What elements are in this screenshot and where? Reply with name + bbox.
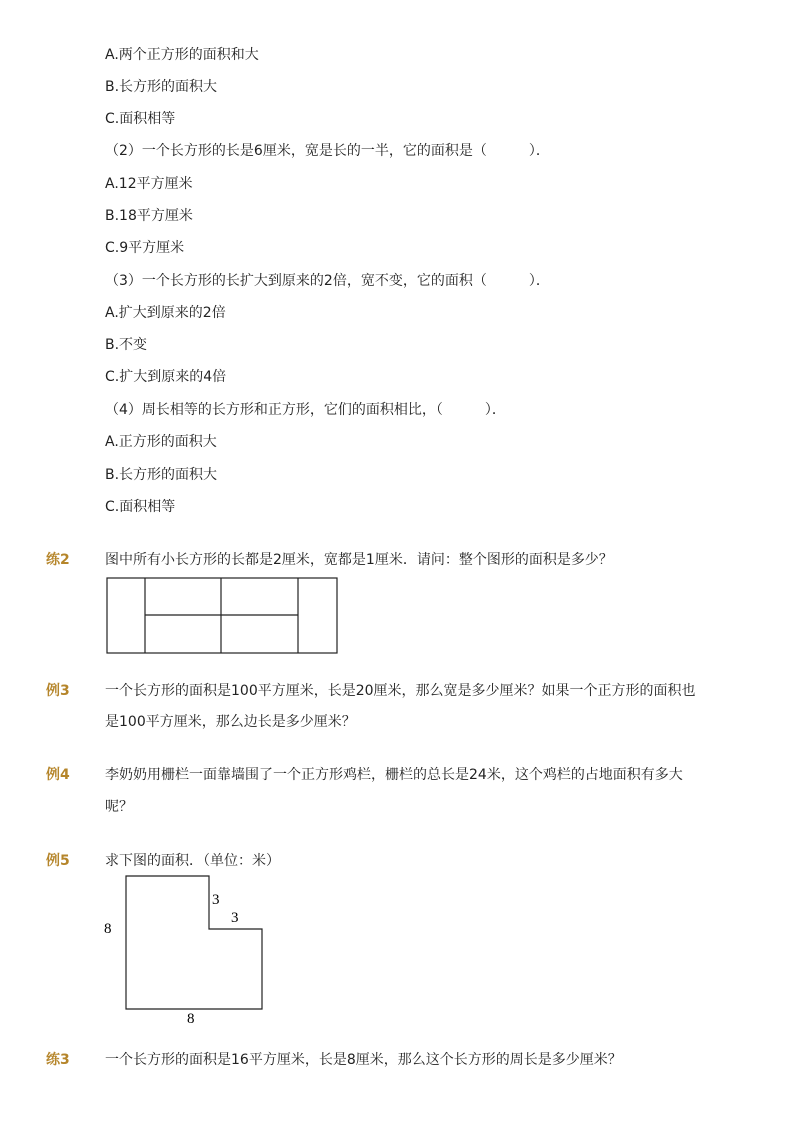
q4-option-a: A.正方形的面积大 xyxy=(105,434,217,450)
li5-l-shape-figure xyxy=(95,870,275,1030)
lian2-label: 练2 xyxy=(46,552,70,568)
q3-option-b: B.不变 xyxy=(105,337,148,353)
lian2-rectangle-figure xyxy=(106,577,340,655)
li5-label: 例5 xyxy=(46,853,70,869)
q3-option-a: A.扩大到原来的2倍 xyxy=(105,305,226,321)
q2-option-c: C.9平方厘米 xyxy=(105,240,185,256)
li5-text: 求下图的面积．（单位：米） xyxy=(105,853,280,869)
label-left-side: 8 xyxy=(104,921,112,937)
label-notch-depth: 3 xyxy=(212,892,220,908)
li4-label: 例4 xyxy=(46,767,70,783)
l-shape-outline xyxy=(126,876,262,1009)
q4-option-b: B.长方形的面积大 xyxy=(105,467,218,483)
q3-option-c: C.扩大到原来的4倍 xyxy=(105,369,227,385)
label-notch-width: 3 xyxy=(231,910,239,926)
q1-option-c: C.面积相等 xyxy=(105,111,176,127)
li4-line1: 李奶奶用栅栏一面靠墙围了一个正方形鸡栏，栅栏的总长是24米，这个鸡栏的占地面积有多大 xyxy=(105,767,683,783)
q2-option-a: A.12平方厘米 xyxy=(105,176,193,192)
q4-option-c: C.面积相等 xyxy=(105,499,176,515)
label-bottom-side: 8 xyxy=(187,1011,195,1027)
lian2-text: 图中所有小长方形的长都是2厘米，宽都是1厘米．请问：整个图形的面积是多少？ xyxy=(105,552,613,568)
li4-line2: 呢？ xyxy=(105,799,133,815)
q4-stem: （4）周长相等的长方形和正方形，它们的面积相比，（ ）． xyxy=(105,402,506,418)
q2-stem: （2）一个长方形的长是6厘米，宽是长的一半，它的面积是（ ）． xyxy=(105,143,550,159)
li3-line2: 是100平方厘米，那么边长是多少厘米？ xyxy=(105,714,356,730)
li3-label: 例3 xyxy=(46,683,70,699)
lian3-label: 练3 xyxy=(46,1052,70,1068)
q1-option-a: A.两个正方形的面积和大 xyxy=(105,47,259,63)
q1-option-b: B.长方形的面积大 xyxy=(105,79,218,95)
q3-stem: （3）一个长方形的长扩大到原来的2倍，宽不变，它的面积（ ）． xyxy=(105,273,550,289)
lian3-text: 一个长方形的面积是16平方厘米，长是8厘米，那么这个长方形的周长是多少厘米？ xyxy=(105,1052,622,1068)
li3-line1: 一个长方形的面积是100平方厘米，长是20厘米，那么宽是多少厘米？如果一个正方形的面积也 xyxy=(105,683,696,699)
q2-option-b: B.18平方厘米 xyxy=(105,208,193,224)
